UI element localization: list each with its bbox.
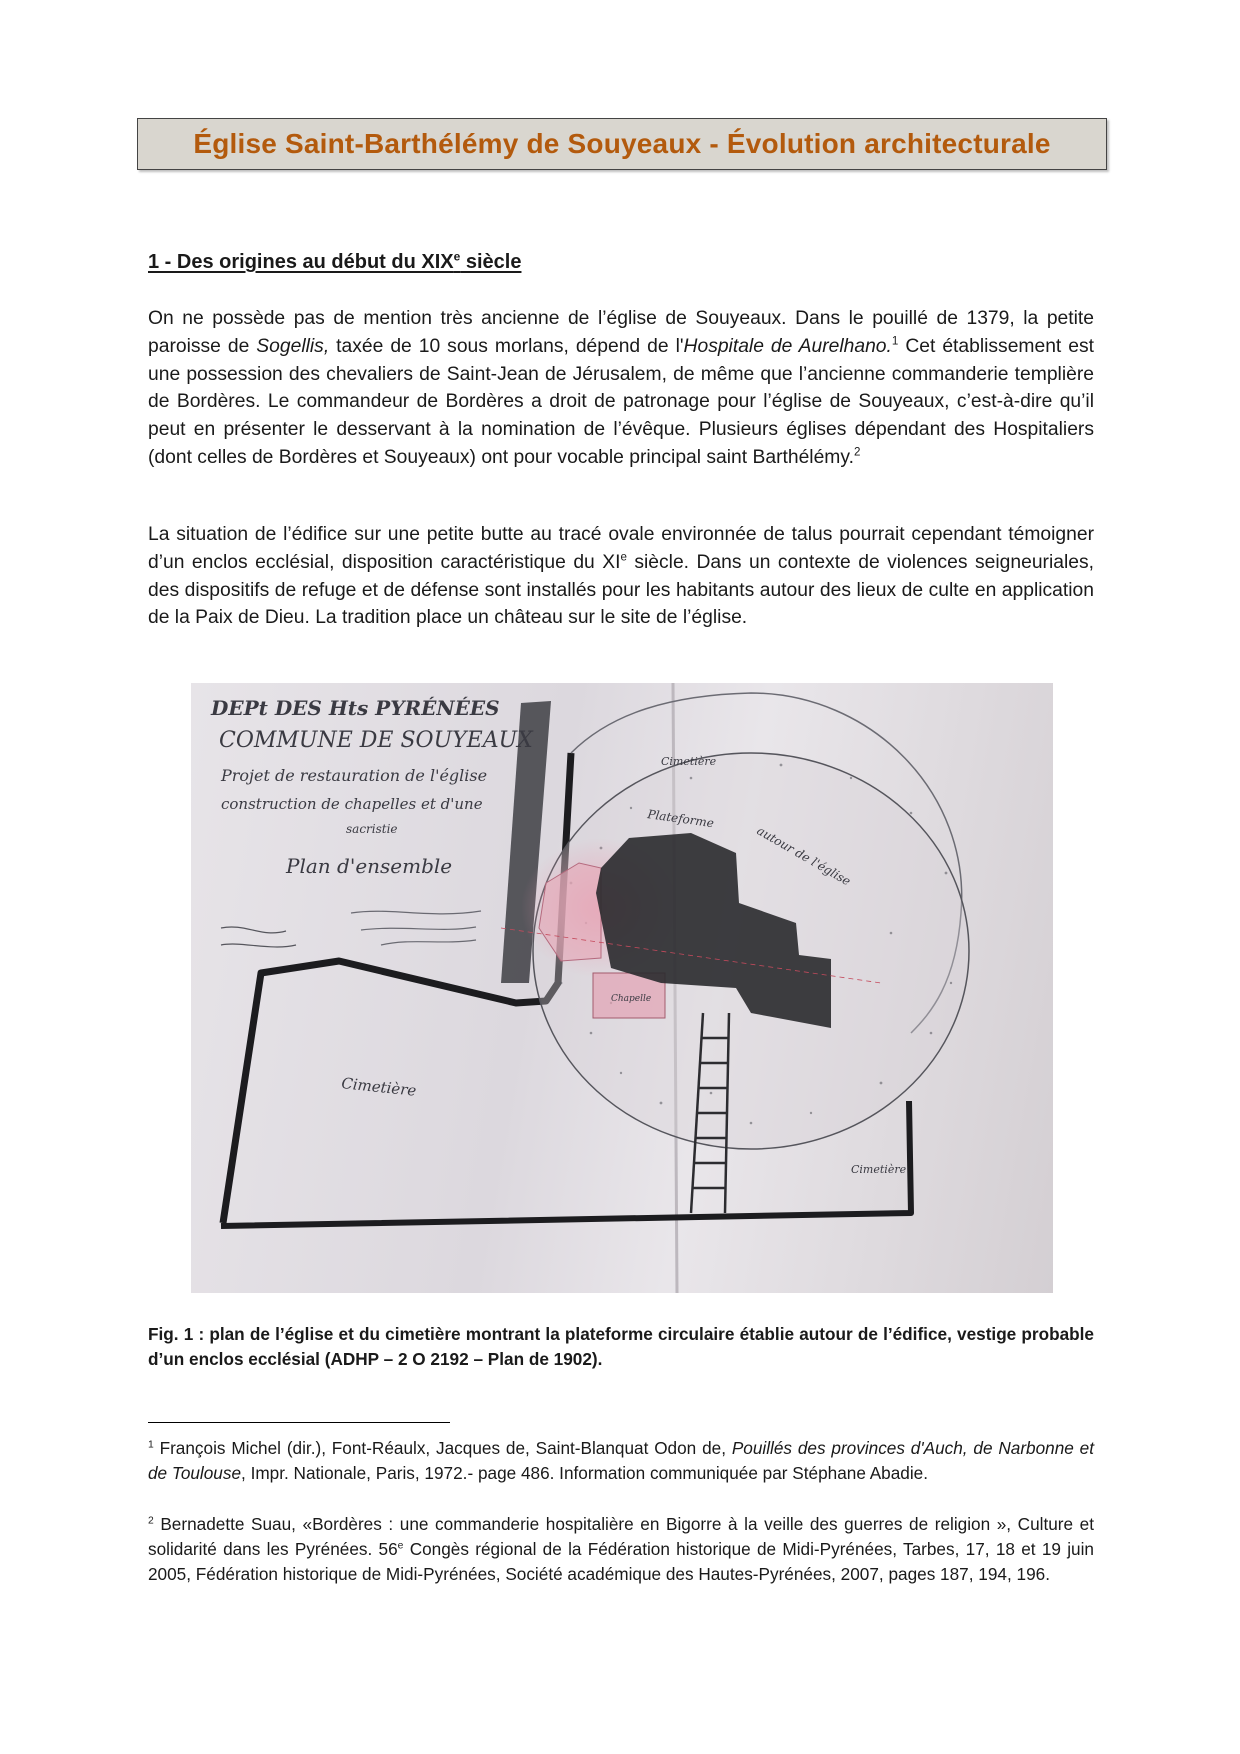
label-plateforme: Plateforme <box>646 807 715 831</box>
footnote-rule <box>148 1422 450 1423</box>
footnote-ref-1[interactable]: 1 <box>891 335 899 348</box>
paragraph-2: La situation de l’édifice sur une petite butte au tracé ovale environnée de talus pourrait cependant témoigner d’un enclos ecclésial, disposition caractéristique du XIe siècle. Dans un contexte de violences seigneuriales, des dispositifs de refuge et de défense sont installés pour les habitants autour des lieux de culte en application de la Paix de Dieu. La tradition place un château sur le site de l’église. <box>148 524 1094 629</box>
figure-caption: Fig. 1 : plan de l’église et du cimetière montrant la plateforme circulaire établie autour de l’édifice, vestige probable d’un enclos ecclésial (ADHP – 2 O 2192 – Plan de 1902). <box>148 1324 1094 1369</box>
section-heading: 1 - Des origines au début du XIXe siècle <box>148 249 522 273</box>
plan-line-4: construction de chapelles et d'une <box>221 795 483 813</box>
signature-architect <box>351 911 481 945</box>
plan-line-6: Plan d'ensemble <box>286 854 453 878</box>
plan-line-2: COMMUNE DE SOUYEAUX <box>219 728 533 753</box>
label-autour: autour de l'église <box>754 823 854 889</box>
page-title-box <box>137 118 1107 170</box>
label-cimetiere-east: Cimetière <box>851 1163 907 1176</box>
plan-line-5: sacristie <box>346 822 398 836</box>
label-chapelle: Chapelle <box>611 994 652 1004</box>
paragraph-1: On ne possède pas de mention très ancienne de l’église de Souyeaux. Dans le pouillé de 1379, la petite paroisse de Sogellis, taxée de 10 sous morlans, dépend de l'Hospitale de Aurelhano.$^1$ Cet établissement est une possession des chevaliers de Saint-Jean de Jérusalem, de même que l’ancienne commanderie templière de Bordères. Le commandeur de Bordères a droit de patronage pour l’église de Souyeaux, c’est-à-dire qu’il peut en présenter le desservant à la nomination de l’évêque. Plusieurs églises dépendant des Hospitaliers (dont celles de Bordères et Souyeaux) ont pour vocable principal saint Barthélémy.$^2$ <box>148 308 1094 468</box>
plan-line-1: DEPt DES Hts PYRÉNÉES <box>211 696 500 720</box>
signature-mayor <box>221 927 296 947</box>
footnote-1: $^1$ François Michel (dir.), Font-Réaulx, Jacques de, Saint-Blanquat Odon de, Pouillés des provinces d'Auch, de Narbonne et de Toulouse, Impr. Nationale, Paris, 1972.- page 486. Information communiquée par Stéphane Abadie. <box>148 1438 1095 1483</box>
footnote-2: $^2$ Bernadette Suau, «Bordères : une commanderie hospitalière en Bigorre à la veille des guerres de religion », Culture et solidarité dans les Pyrénées. 56e Congès régional de la Fédération historique de Midi-Pyrénées, Tarbes, 17, 18 et 19 juin 2005, Fédération historique de Midi-Pyrénées, Société académique des Hautes-Pyrénées, 2007, pages 187, 194, 196. <box>148 1514 1094 1584</box>
plan-drawing <box>191 683 1053 1293</box>
plan-figure <box>191 683 1053 1293</box>
plan-line-3: Projet de restauration de l'église <box>221 766 488 785</box>
label-cimetiere-north: Cimetière <box>661 755 717 768</box>
footnote-ref-2[interactable]: 2 <box>853 446 861 459</box>
page-title: Église Saint-Barthélémy de Souyeaux - Évolution architecturale <box>193 128 1051 159</box>
label-cimetiere-west: Cimetière <box>340 1074 418 1100</box>
